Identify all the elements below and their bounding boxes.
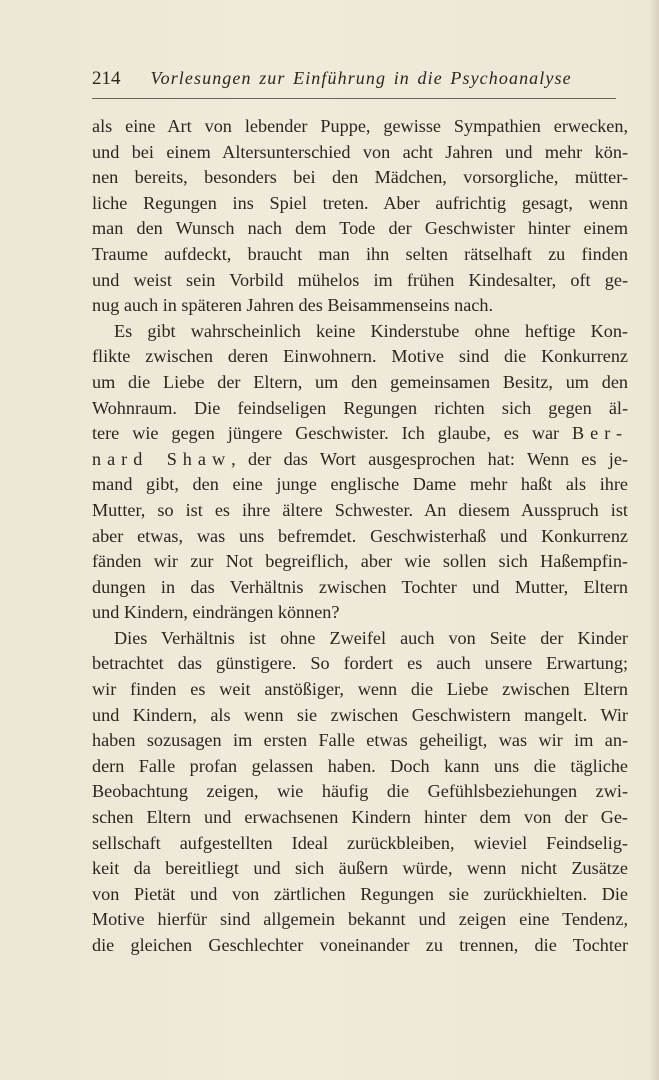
text-line: Mutter, so ist es ihre ältere Schwester. An diesem Ausspruch ist bbox=[92, 499, 628, 520]
paragraph-start-line: Es gibt wahrscheinlich keine Kinderstube ohne heftige Kon- bbox=[114, 320, 628, 341]
text-line: fänden wir zur Not begreiflich, aber wie sollen sich Haßempfin- bbox=[92, 551, 628, 572]
text-line: dungen in das Verhältnis zwischen Tochter und Mutter, Eltern bbox=[92, 576, 628, 597]
paragraph-end-line: und Kindern, eindrängen können? bbox=[92, 602, 340, 623]
text-line: und bei einem Altersunterschied von acht Jahren und mehr kön- bbox=[92, 141, 628, 162]
text-line: sellschaft aufgestellten Ideal zurückbleiben, wieviel Feindselig- bbox=[92, 832, 628, 853]
text-line: dern Falle profan gelassen haben. Doch kann uns die tägliche bbox=[92, 755, 628, 776]
text-line: Traume aufdeckt, braucht man ihn selten rätselhaft zu finden bbox=[92, 243, 628, 264]
spaced-name-part: nard Shaw bbox=[92, 448, 232, 469]
text-line: haben sozusagen im ersten Falle etwas geheiligt, was wir im an- bbox=[92, 730, 628, 751]
text-line: liche Regungen ins Spiel treten. Aber aufrichtig gesagt, wenn bbox=[92, 192, 628, 213]
paragraph-start-line: Dies Verhältnis ist ohne Zweifel auch von Seite der Kinder bbox=[114, 627, 628, 648]
text-line: Wohnraum. Die feindseligen Regungen richten sich gegen äl- bbox=[92, 397, 628, 418]
running-title: Vorlesungen zur Einführung in die Psychoanalyse bbox=[150, 68, 572, 88]
text-line: flikte zwischen deren Einwohnern. Motive sind die Konkurrenz bbox=[92, 346, 628, 367]
text-line: keit da bereitliegt und sich äußern würde, wenn nicht Zusätze bbox=[92, 858, 628, 879]
text-line: betrachtet das günstigere. So fordert es auch unsere Erwartung; bbox=[92, 653, 628, 674]
text-line: Motive hierfür sind allgemein bekannt und zeigen eine Tendenz, bbox=[92, 909, 628, 930]
text-line: um die Liebe der Eltern, um den gemeinsamen Besitz, um den bbox=[92, 371, 628, 392]
text-line: die gleichen Geschlechter voneinander zu trennen, die Tochter bbox=[92, 935, 628, 955]
text-segment: tere wie gegen jüngere Geschwister. Ich glaube, es war bbox=[92, 423, 573, 444]
text-line: wir finden es weit anstößiger, wenn die Liebe zwischen Eltern bbox=[92, 679, 628, 700]
text-line bbox=[92, 421, 628, 447]
text-segment: , der das Wort ausgesprochen hat: Wenn es je- bbox=[231, 448, 628, 469]
text-line bbox=[92, 447, 628, 473]
paragraph-end-line: nug auch in späteren Jahren des Beisammenseins nach. bbox=[92, 295, 494, 316]
text-line: Beobachtung zeigen, wie häufig die Gefühlsbeziehungen zwi- bbox=[92, 781, 628, 802]
page-number: 214 bbox=[92, 68, 121, 89]
text-line: und weist sein Vorbild mühelos im frühen Kindesalter, oft ge- bbox=[92, 269, 628, 290]
text-line: und Kindern, als wenn sie zwischen Geschwistern mangelt. Wir bbox=[92, 704, 628, 725]
running-header bbox=[92, 68, 616, 99]
spaced-name-part: Ber- bbox=[572, 423, 628, 444]
text-line: von Pietät und von zärtlichen Regungen sie zurückhielten. Die bbox=[92, 883, 628, 904]
text-line: mand gibt, den eine junge englische Dame mehr haßt als ihre bbox=[92, 474, 628, 495]
body-text bbox=[92, 114, 628, 959]
text-line: nen bereits, besonders bei den Mädchen, vorsorgliche, mütter- bbox=[92, 167, 628, 188]
text-line: aber etwas, was uns befremdet. Geschwisterhaß und Konkurrenz bbox=[92, 525, 628, 546]
text-line: schen Eltern und erwachsenen Kindern hinter dem von der Ge- bbox=[92, 807, 628, 828]
text-line: man den Wunsch nach dem Tode der Geschwister hinter einem bbox=[92, 218, 628, 239]
page-edge-shadow bbox=[649, 0, 659, 1080]
text-line: als eine Art von lebender Puppe, gewisse Sympathien erwecken, bbox=[92, 116, 628, 136]
